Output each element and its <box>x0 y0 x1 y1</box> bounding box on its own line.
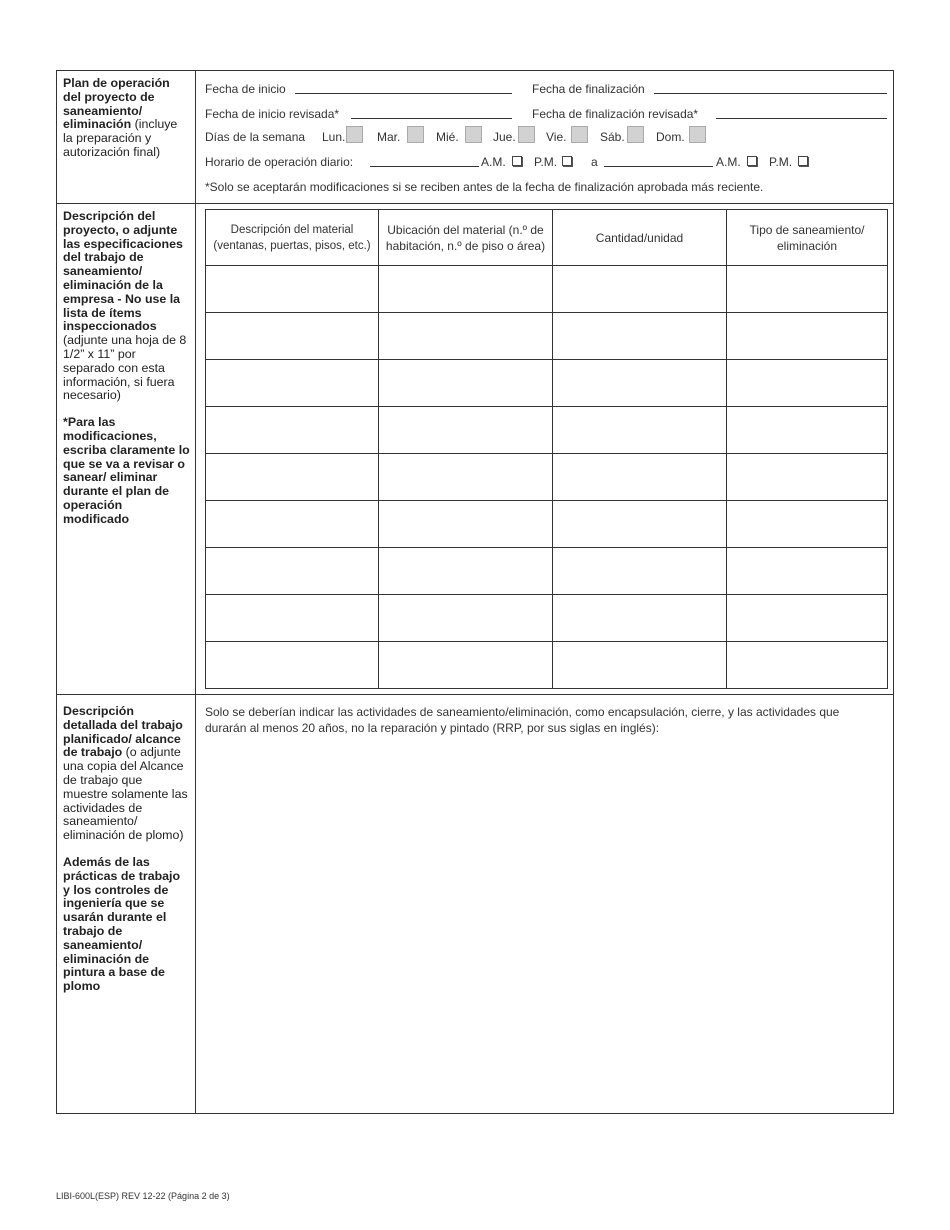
quantity-unit-cell[interactable] <box>553 407 727 454</box>
day-checkbox-fri[interactable] <box>571 126 588 143</box>
abatement-type-cell[interactable] <box>727 266 888 313</box>
revised-start-date-label: Fecha de inicio revisada* <box>205 107 340 121</box>
project-description-row <box>57 204 893 695</box>
abatement-type-cell[interactable] <box>727 595 888 642</box>
scope-of-work-label: Descripción detallada del trabajo planificado/ alcance de trabajo (o adjunte una copia del Alcance de trabajo que muestre solamente las actividades de saneamiento/ eliminación de plomo) Además de las prácticas de trabajo y los controles de ingeniería que se usarán durante el trabajo de saneamiento/ eliminación de pintura a base de plomo <box>57 695 196 1113</box>
material-location-cell[interactable] <box>379 595 553 642</box>
day-label-sun: Dom. <box>656 130 685 144</box>
hours-start-pm-label: P.M. <box>534 155 558 169</box>
column-header-material-location: Ubicación del material (n.º de habitación, n.º de piso o área) <box>379 210 553 266</box>
table-row <box>206 360 888 407</box>
quantity-unit-cell[interactable] <box>553 501 727 548</box>
quantity-unit-cell[interactable] <box>553 595 727 642</box>
material-description-cell[interactable] <box>206 642 379 689</box>
material-table <box>205 209 888 689</box>
day-label-mon: Lun. <box>322 130 346 144</box>
revised-start-date-field[interactable] <box>351 118 512 119</box>
material-location-cell[interactable] <box>379 407 553 454</box>
operation-plan-label: Plan de operación del proyecto de saneamiento/ eliminación (incluye la preparación y autorización final) <box>57 71 196 203</box>
day-checkbox-wed[interactable] <box>465 126 482 143</box>
end-date-field[interactable] <box>654 93 887 94</box>
abatement-type-cell[interactable] <box>727 454 888 501</box>
day-checkbox-tue[interactable] <box>407 126 424 143</box>
day-label-thu: Jue. <box>493 130 516 144</box>
table-row <box>206 548 888 595</box>
start-date-field[interactable] <box>295 93 512 94</box>
quantity-unit-cell[interactable] <box>553 266 727 313</box>
operation-plan-row <box>57 71 893 204</box>
material-description-cell[interactable] <box>206 548 379 595</box>
material-description-cell[interactable] <box>206 454 379 501</box>
table-row <box>206 266 888 313</box>
day-checkbox-sat[interactable] <box>627 126 644 143</box>
material-description-cell[interactable] <box>206 360 379 407</box>
operation-plan-fields <box>196 71 893 203</box>
material-location-cell[interactable] <box>379 266 553 313</box>
scope-instructions: Solo se deberían indicar las actividades de saneamiento/eliminación, como encapsulación, cierre, y las actividades que durarán al menos 20 años, no la reparación y pintado (RRP, por sus siglas en inglés): <box>205 705 840 735</box>
material-description-cell[interactable] <box>206 266 379 313</box>
table-row <box>206 454 888 501</box>
end-date-label: Fecha de finalización <box>532 82 645 96</box>
material-location-cell[interactable] <box>379 501 553 548</box>
daily-hours-label: Horario de operación diario: <box>205 155 354 169</box>
hours-start-am-checkbox[interactable] <box>512 156 522 166</box>
form-footer: LIBI-600L(ESP) REV 12-22 (Página 2 de 3) <box>56 1191 230 1201</box>
material-table-area <box>196 204 893 694</box>
column-header-material-description: Descripción del material (ventanas, puertas, pisos, etc.) <box>206 210 379 266</box>
day-checkbox-sun[interactable] <box>689 126 706 143</box>
table-row <box>206 642 888 689</box>
day-label-wed: Mié. <box>436 130 459 144</box>
day-label-fri: Vie. <box>546 130 567 144</box>
material-description-cell[interactable] <box>206 313 379 360</box>
abatement-type-cell[interactable] <box>727 407 888 454</box>
quantity-unit-cell[interactable] <box>553 548 727 595</box>
table-row <box>206 595 888 642</box>
abatement-type-cell[interactable] <box>727 360 888 407</box>
hours-end-am-label: A.M. <box>716 155 741 169</box>
hours-end-pm-checkbox[interactable] <box>798 156 808 166</box>
hours-start-field[interactable] <box>370 166 479 167</box>
material-location-cell[interactable] <box>379 360 553 407</box>
table-row <box>206 407 888 454</box>
hours-to-label: a <box>591 155 598 169</box>
days-of-week-label: Días de la semana <box>205 130 306 144</box>
start-date-label: Fecha de inicio <box>205 82 286 96</box>
material-location-cell[interactable] <box>379 454 553 501</box>
abatement-type-cell[interactable] <box>727 548 888 595</box>
material-table-header <box>206 210 888 266</box>
table-row <box>206 313 888 360</box>
material-description-cell[interactable] <box>206 501 379 548</box>
abatement-type-cell[interactable] <box>727 642 888 689</box>
hours-start-pm-checkbox[interactable] <box>562 156 572 166</box>
abatement-type-cell[interactable] <box>727 313 888 360</box>
quantity-unit-cell[interactable] <box>553 360 727 407</box>
column-header-quantity-unit: Cantidad/unidad <box>553 210 727 266</box>
column-header-abatement-type: Tipo de saneamiento/ eliminación <box>727 210 888 266</box>
quantity-unit-cell[interactable] <box>553 313 727 360</box>
hours-end-pm-label: P.M. <box>769 155 793 169</box>
hours-start-am-label: A.M. <box>481 155 506 169</box>
quantity-unit-cell[interactable] <box>553 454 727 501</box>
day-checkbox-mon[interactable] <box>346 126 363 143</box>
material-description-cell[interactable] <box>206 595 379 642</box>
scope-of-work-row <box>57 695 893 1113</box>
material-description-cell[interactable] <box>206 407 379 454</box>
material-location-cell[interactable] <box>379 642 553 689</box>
revised-end-date-label: Fecha de finalización revisada* <box>532 107 699 121</box>
material-location-cell[interactable] <box>379 548 553 595</box>
modification-note: *Solo se aceptarán modificaciones si se reciben antes de la fecha de finalización aprobada más reciente. <box>205 180 764 194</box>
project-description-label: Descripción del proyecto, o adjunte las especificaciones del trabajo de saneamiento/ eliminación de la empresa - No use la lista de ítems inspeccionados (adjunte una hoja de 8 1/2” x 11” por separado con esta información, si fuera necesario) *Para las modificaciones, escriba claramente lo que se va a revisar o sanear/ eliminar durante el plan de operación modificado <box>57 204 196 694</box>
revised-end-date-field[interactable] <box>716 118 887 119</box>
day-checkbox-thu[interactable] <box>518 126 535 143</box>
table-row <box>206 501 888 548</box>
scope-of-work-area[interactable] <box>196 695 893 1113</box>
material-location-cell[interactable] <box>379 313 553 360</box>
day-label-sat: Sáb. <box>600 130 625 144</box>
day-label-tue: Mar. <box>377 130 401 144</box>
hours-end-am-checkbox[interactable] <box>747 156 757 166</box>
hours-end-field[interactable] <box>604 166 713 167</box>
abatement-plan-form <box>56 70 894 1114</box>
abatement-type-cell[interactable] <box>727 501 888 548</box>
quantity-unit-cell[interactable] <box>553 642 727 689</box>
